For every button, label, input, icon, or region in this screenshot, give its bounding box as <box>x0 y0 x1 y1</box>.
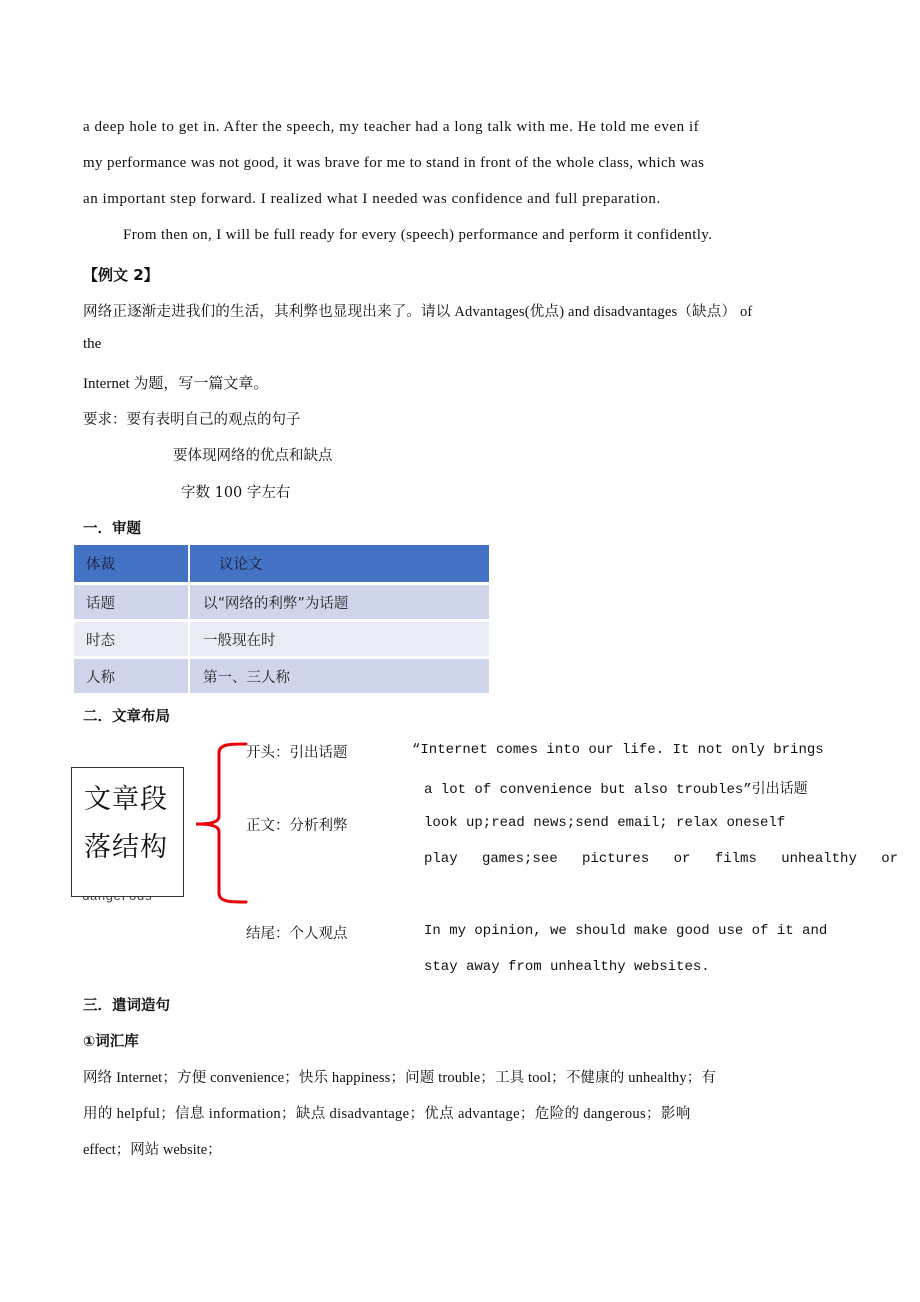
requirement-3: 字数 100 字左右 <box>181 485 291 501</box>
section-2-title: 二．文章布局 <box>83 709 170 725</box>
body-line-1: look up;read news;send email; relax oneself <box>424 815 786 831</box>
table-cell-label: 体裁 <box>74 545 188 582</box>
table-row <box>74 545 489 582</box>
structure-box-line-1: 文章段 <box>84 784 168 815</box>
body-line-2: play games;see pictures or films unhealthy or <box>424 851 899 867</box>
vocab-line-1: 网络 Internet；方便 convenience；快乐 happiness；问题 trouble；工具 tool；不健康的 unhealthy；有 <box>83 1070 717 1086</box>
part-label-body: 正文：分析利弊 <box>246 818 348 834</box>
section-1-title: 一．审题 <box>83 521 141 537</box>
ending-line-2: stay away from unhealthy websites. <box>424 959 710 975</box>
table-cell-value: 一般现在时 <box>190 622 489 656</box>
prompt-line-1: 网络正逐渐走进我们的生活，其利弊也显现出来了。请以 Advantages(优点) and disadvantages（缺点） of <box>83 304 753 320</box>
part-label-ending: 结尾：个人观点 <box>246 926 348 942</box>
curly-brace-icon <box>190 738 252 908</box>
opening-line-2: a lot of convenience but also troubles”引出话题 <box>424 782 808 798</box>
requirement-2: 要体现网络的优点和缺点 <box>173 448 333 464</box>
analysis-table <box>74 545 489 696</box>
ending-line-1: In my opinion, we should make good use of it and <box>424 923 828 939</box>
vocab-subtitle: ①词汇库 <box>83 1034 139 1050</box>
prompt-line-3: Internet 为题，写一篇文章。 <box>83 376 269 392</box>
table-cell-value: 第一、三人称 <box>190 659 489 693</box>
table-cell-label: 时态 <box>74 622 188 656</box>
table-cell-label: 人称 <box>74 659 188 693</box>
table-cell-value: 议论文 <box>190 545 489 582</box>
example-heading: 【例文 2】 <box>83 266 159 284</box>
table-row <box>74 622 489 656</box>
essay-line-2: my performance was not good, it was brave for me to stand in front of the whole class, which was <box>83 155 705 171</box>
opening-line-1: “Internet comes into our life. It not only brings <box>412 742 824 758</box>
essay-line-1 <box>83 119 837 136</box>
requirements-label: 要求：要有表明自己的观点的句子 <box>83 412 301 428</box>
structure-box <box>71 767 184 897</box>
section-3-title: 三．遣词造句 <box>83 998 170 1014</box>
essay-line-3: an important step forward. I realized what I needed was confidence and full preparation. <box>83 191 661 207</box>
table-cell-value: 以“网络的利弊”为话题 <box>190 585 489 619</box>
table-row <box>74 659 489 693</box>
essay-line-4: From then on, I will be full ready for every (speech) performance and perform it confidently. <box>123 227 713 243</box>
prompt-line-2: the <box>83 336 102 352</box>
essay-line-1-text: a deep hole to get in. After the speech, my teacher had a long talk with me. He told me even if <box>83 119 700 135</box>
vocab-line-3: effect；网站 website； <box>83 1142 222 1158</box>
table-cell-label: 话题 <box>74 585 188 619</box>
vocab-line-2: 用的 helpful；信息 information；缺点 disadvantage；优点 advantage；危险的 dangerous；影响 <box>83 1106 691 1122</box>
structure-box-line-2: 落结构 <box>84 832 168 863</box>
part-label-opening: 开头：引出话题 <box>246 745 348 761</box>
table-row <box>74 585 489 619</box>
